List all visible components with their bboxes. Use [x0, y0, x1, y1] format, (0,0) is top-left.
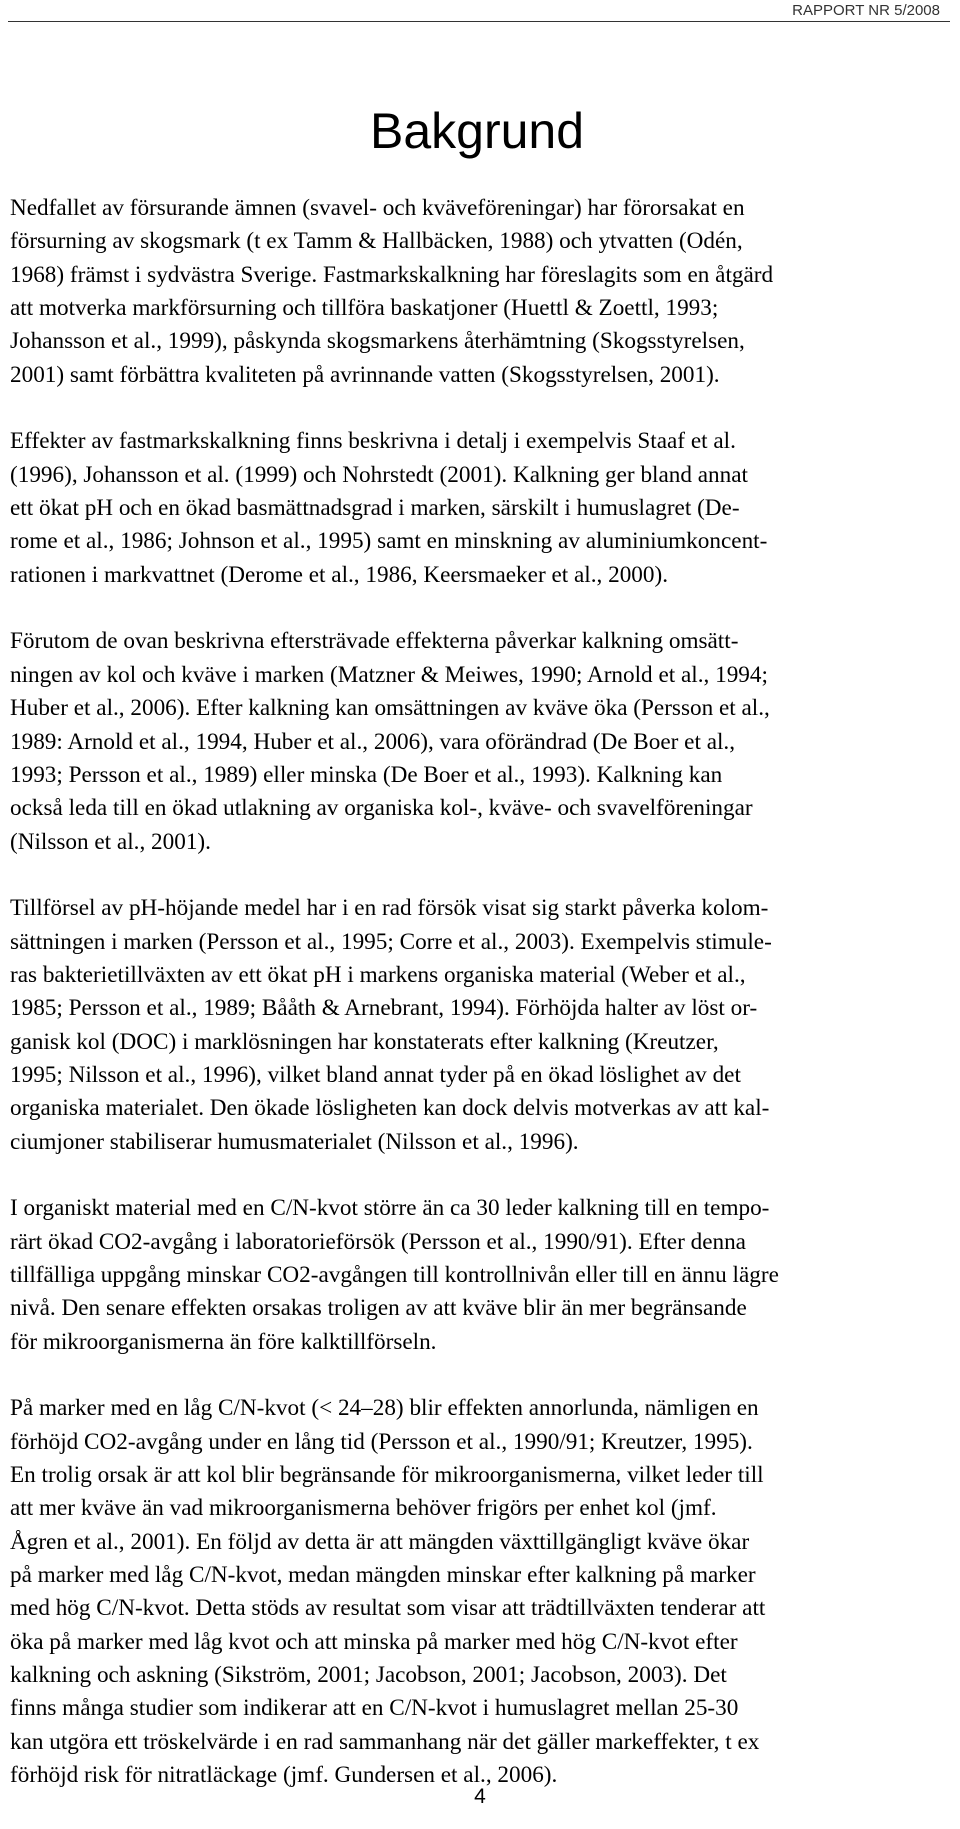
text-line: 2001) samt förbättra kvaliteten på avrinnande vatten (Skogsstyrelsen, 2001). — [10, 361, 720, 388]
text-line: 1995; Nilsson et al., 1996), vilket bland annat tyder på en ökad löslighet av det — [10, 1061, 741, 1088]
report-id: RAPPORT NR 5/2008 — [792, 2, 940, 19]
text-line: finns många studier som indikerar att en C/N-kvot i humuslagret mellan 25-30 — [10, 1695, 739, 1722]
text-line: ganisk kol (DOC) i marklösningen har konstaterats efter kalkning (Kreutzer, — [10, 1028, 719, 1055]
text-line: 1985; Persson et al., 1989; Bååth & Arnebrant, 1994). Förhöjda halter av löst or- — [10, 995, 758, 1022]
text-line: försurning av skogsmark (t ex Tamm & Hallbäcken, 1988) och ytvatten (Odén, — [10, 228, 743, 255]
paragraph-4 — [10, 892, 915, 1159]
paragraph-6 — [10, 1392, 915, 1792]
header-rule — [8, 21, 950, 22]
paragraph-3 — [10, 625, 915, 858]
text-line: I organiskt material med en C/N-kvot större än ca 30 leder kalkning till en tempo- — [10, 1195, 770, 1222]
text-line: också leda till en ökad utlakning av organiska kol-, kväve- och svavelföreningar — [10, 795, 753, 822]
text-line: Nedfallet av försurande ämnen (svavel- och kväveföreningar) har förorsakat en — [10, 195, 745, 221]
text-line: På marker med en låg C/N-kvot (< 24–28) blir effekten annorlunda, nämligen en — [10, 1395, 759, 1422]
text-line: ett ökat pH och en ökad basmättnadsgrad i marken, särskilt i humuslagret (De- — [10, 495, 740, 522]
paragraph-2 — [10, 425, 915, 592]
page-header — [0, 0, 960, 19]
text-line: organiska materialet. Den ökade lösligheten kan dock delvis motverkas av att kal- — [10, 1095, 770, 1122]
text-line: rärt ökad CO2-avgång i laboratorieförsök (Persson et al., 1990/91). Efter denna — [10, 1228, 746, 1255]
text-line: (1996), Johansson et al. (1999) och Nohrstedt (2001). Kalkning ger bland annat — [10, 461, 748, 488]
text-line: att motverka markförsurning och tillföra baskatjoner (Huettl & Zoettl, 1993; — [10, 295, 719, 322]
section-title: Bakgrund — [370, 103, 585, 159]
text-line: (Nilsson et al., 2001). — [10, 828, 211, 855]
text-line: rome et al., 1986; Johnson et al., 1995) samt en minskning av aluminiumkoncent- — [10, 528, 768, 555]
text-line: ningen av kol och kväve i marken (Matzner & Meiwes, 1990; Arnold et al., 1994; — [10, 661, 768, 688]
text-line: ciumjoner stabiliserar humusmaterialet (Nilsson et al., 1996). — [10, 1128, 579, 1155]
text-line: Johansson et al., 1999), påskynda skogsmarkens återhämtning (Skogsstyrelsen, — [10, 328, 745, 355]
text-line: på marker med låg C/N-kvot, medan mängden minskar efter kalkning på marker — [10, 1562, 756, 1589]
text-line: Huber et al., 2006). Efter kalkning kan omsättningen av kväve öka (Persson et al., — [10, 695, 770, 722]
text-line: förhöjd risk för nitratläckage (jmf. Gundersen et al., 2006). — [10, 1762, 558, 1789]
text-line: ras bakterietillväxten av ett ökat pH i markens organiska material (Weber et al., — [10, 961, 746, 988]
text-line: 1989: Arnold et al., 1994, Huber et al., 2006), vara oförändrad (De Boer et al., — [10, 728, 736, 755]
text-line: En trolig orsak är att kol blir begränsande för mikroorganismerna, vilket leder till — [10, 1462, 764, 1489]
text-line: 1993; Persson et al., 1989) eller minska (De Boer et al., 1993). Kalkning kan — [10, 761, 723, 788]
text-line: förhöjd CO2-avgång under en lång tid (Persson et al., 1990/91; Kreutzer, 1995). — [10, 1428, 753, 1455]
text-line: nivå. Den senare effekten orsakas troligen av att kväve blir än mer begränsande — [10, 1295, 747, 1322]
text-line: för mikroorganismerna än före kalktillförseln. — [10, 1328, 437, 1355]
text-line: kalkning och askning (Sikström, 2001; Jacobson, 2001; Jacobson, 2003). Det — [10, 1662, 727, 1689]
body-text — [10, 192, 915, 1826]
text-line: kan utgöra ett tröskelvärde i en rad sammanhang när det gäller markeffekter, t ex — [10, 1728, 760, 1755]
text-line: Förutom de ovan beskrivna eftersträvade effekterna påverkar kalkning omsätt- — [10, 628, 739, 655]
text-line: tillfälliga uppgång minskar CO2-avgången till kontrollnivån eller till en ännu lägre — [10, 1262, 779, 1288]
text-line: 1968) främst i sydvästra Sverige. Fastmarkskalkning har föreslagits som en åtgärd — [10, 261, 774, 288]
text-line: rationen i markvattnet (Derome et al., 1986, Keersmaeker et al., 2000). — [10, 561, 669, 588]
paragraph-1 — [10, 192, 915, 392]
text-line: sättningen i marken (Persson et al., 1995; Corre et al., 2003). Exempelvis stimule- — [10, 928, 772, 955]
text-line: Tillförsel av pH-höjande medel har i en rad försök visat sig starkt påverka kolom- — [10, 895, 769, 922]
text-line: Effekter av fastmarkskalkning finns beskrivna i detalj i exempelvis Staaf et al. — [10, 428, 736, 455]
text-line: med hög C/N-kvot. Detta stöds av resultat som visar att trädtillväxten tenderar att — [10, 1595, 766, 1622]
text-line: öka på marker med låg kvot och att minska på marker med hög C/N-kvot efter — [10, 1628, 738, 1655]
paragraph-5 — [10, 1192, 915, 1359]
text-line: att mer kväve än vad mikroorganismerna behöver frigörs per enhet kol (jmf. — [10, 1495, 717, 1522]
page-number: 4 — [474, 1785, 486, 1808]
text-line: Ågren et al., 2001). En följd av detta är att mängden växttillgängligt kväve ökar — [10, 1528, 750, 1555]
